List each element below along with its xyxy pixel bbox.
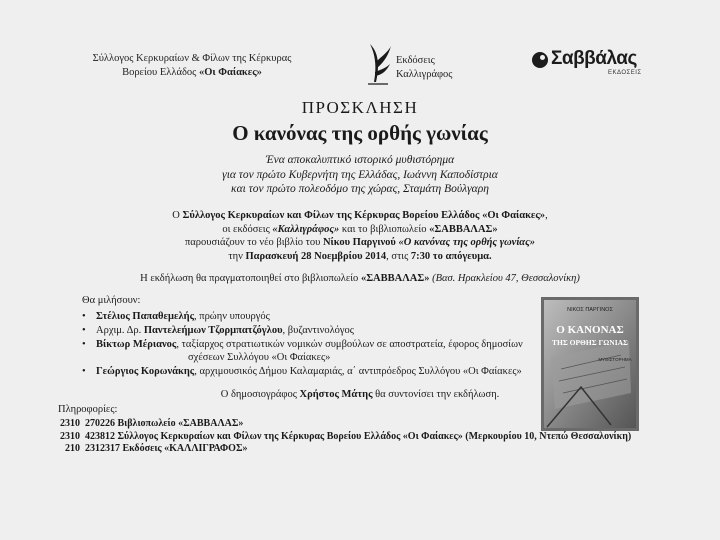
- cover-tag: ΜΥΘΙΣΤΟΡΗΜΑ: [598, 357, 632, 362]
- cover-title-1: Ο ΚΑΝΟΝΑΣ: [556, 324, 624, 336]
- moderator-line: Ο δημοσιογράφος Χρήστος Μάτης θα συντονίσει την εκδήλωση.: [220, 389, 500, 400]
- speaker-item: • Γεώργιος Κορωνάκης, αρχιμουσικός Δήμου Καλαμαριάς, α΄ αντιπρόεδρος Συλλόγου «Οι Φαίακες»: [82, 365, 544, 378]
- book-subtitle: Ένα αποκαλυπτικό ιστορικό μυθιστόρημα για τον πρώτο Κυβερνήτη της Ελλάδας, Ιωάννη Καποδίστρια και τον πρώτο πολεοδόμο της χώρας, Σταμάτη Βούλγαρη: [222, 154, 498, 195]
- bookstore-sub: ΕΚΔΟΣΕΙΣ: [608, 70, 642, 76]
- book-cover-image: [541, 297, 639, 431]
- society-line-1: Σύλλογος Κερκυραίων & Φίλων της Κέρκυρας: [92, 53, 292, 64]
- publisher-logo: [366, 42, 476, 88]
- society-line-2: Βορείου Ελλάδος «Οι Φαίακες»: [122, 67, 262, 78]
- intro-line-2: οι εκδόσεις «Καλλιγράφος» και το βιβλιοπωλείο «ΣΑΒΒΑΛΑΣ»: [222, 223, 498, 235]
- bookstore-dot-icon: [532, 52, 548, 68]
- contact-row: 210 2312317 Εκδόσεις «ΚΑΛΛΙΓΡΑΦΟΣ»: [65, 443, 248, 454]
- society-logo-text: [72, 52, 312, 80]
- quill-icon: [366, 42, 392, 86]
- speakers-list: [82, 310, 544, 379]
- intro-line-4: την Παρασκευή 28 Νοεμβρίου 2014, στις 7:30 το απόγευμα.: [228, 250, 492, 262]
- speaker-item: • Βίκτωρ Μέριανος, ταξίαρχος στρατιωτικών νομικών συμβούλων σε αποστρατεία, έφορος δημοσίων σχέσεων Συλλόγου «Οι Φαίακες»: [82, 338, 544, 364]
- contact-row: 2310 423812 Σύλλογος Κερκυραίων και Φίλων της Κέρκυρας Βορείου Ελλάδος «Οι Φαίακες» (Μερκουρίου 10, Ντεπώ Θεσσαλονίκη): [60, 430, 632, 442]
- intro-line-3: παρουσιάζουν το νέο βιβλίο του Νίκου Παργινού «Ο κανόνας της ορθής γωνίας»: [184, 237, 535, 248]
- info-label: Πληροφορίες:: [58, 404, 118, 415]
- speaker-item: • Αρχιμ. Δρ. Παντελεήμων Τζορμπατζόγλου, βυζαντινολόγος: [82, 324, 544, 337]
- cover-title-2: ΤΗΣ ΟΡΘΗΣ ΓΩΝΙΑΣ: [552, 338, 628, 347]
- bookstore-brand: Σαββάλας: [551, 48, 637, 69]
- intro-line-1: Ο Σύλλογος Κερκυραίων και Φίλων της Κέρκυρας Βορείου Ελλάδος «Οι Φαίακες»,: [172, 210, 548, 221]
- book-title: Ο κανόνας της ορθής γωνίας: [232, 121, 488, 145]
- publisher-name: Εκδόσεις Καλλιγράφος: [396, 55, 453, 80]
- cover-author: ΝΙΚΟΣ ΠΑΡΓΙΝΟΣ: [567, 307, 613, 313]
- invitation-heading: ΠΡΟΣΚΛΗΣΗ: [301, 98, 419, 117]
- speakers-label: Θα μιλήσουν:: [82, 295, 141, 306]
- bookstore-logo: [532, 48, 642, 80]
- event-intro: [0, 209, 720, 263]
- contact-row: 2310 270226 Βιβλιοπωλείο «ΣΑΒΒΑΛΑΣ»: [60, 418, 244, 429]
- speaker-item: • Στέλιος Παπαθεμελής, πρώην υπουργός: [82, 310, 544, 323]
- event-venue: Η εκδήλωση θα πραγματοποιηθεί στο βιβλιοπωλείο «ΣΑΒΒΑΛΑΣ» (Βασ. Ηρακλείου 47, Θεσσαλονίκη): [140, 273, 580, 284]
